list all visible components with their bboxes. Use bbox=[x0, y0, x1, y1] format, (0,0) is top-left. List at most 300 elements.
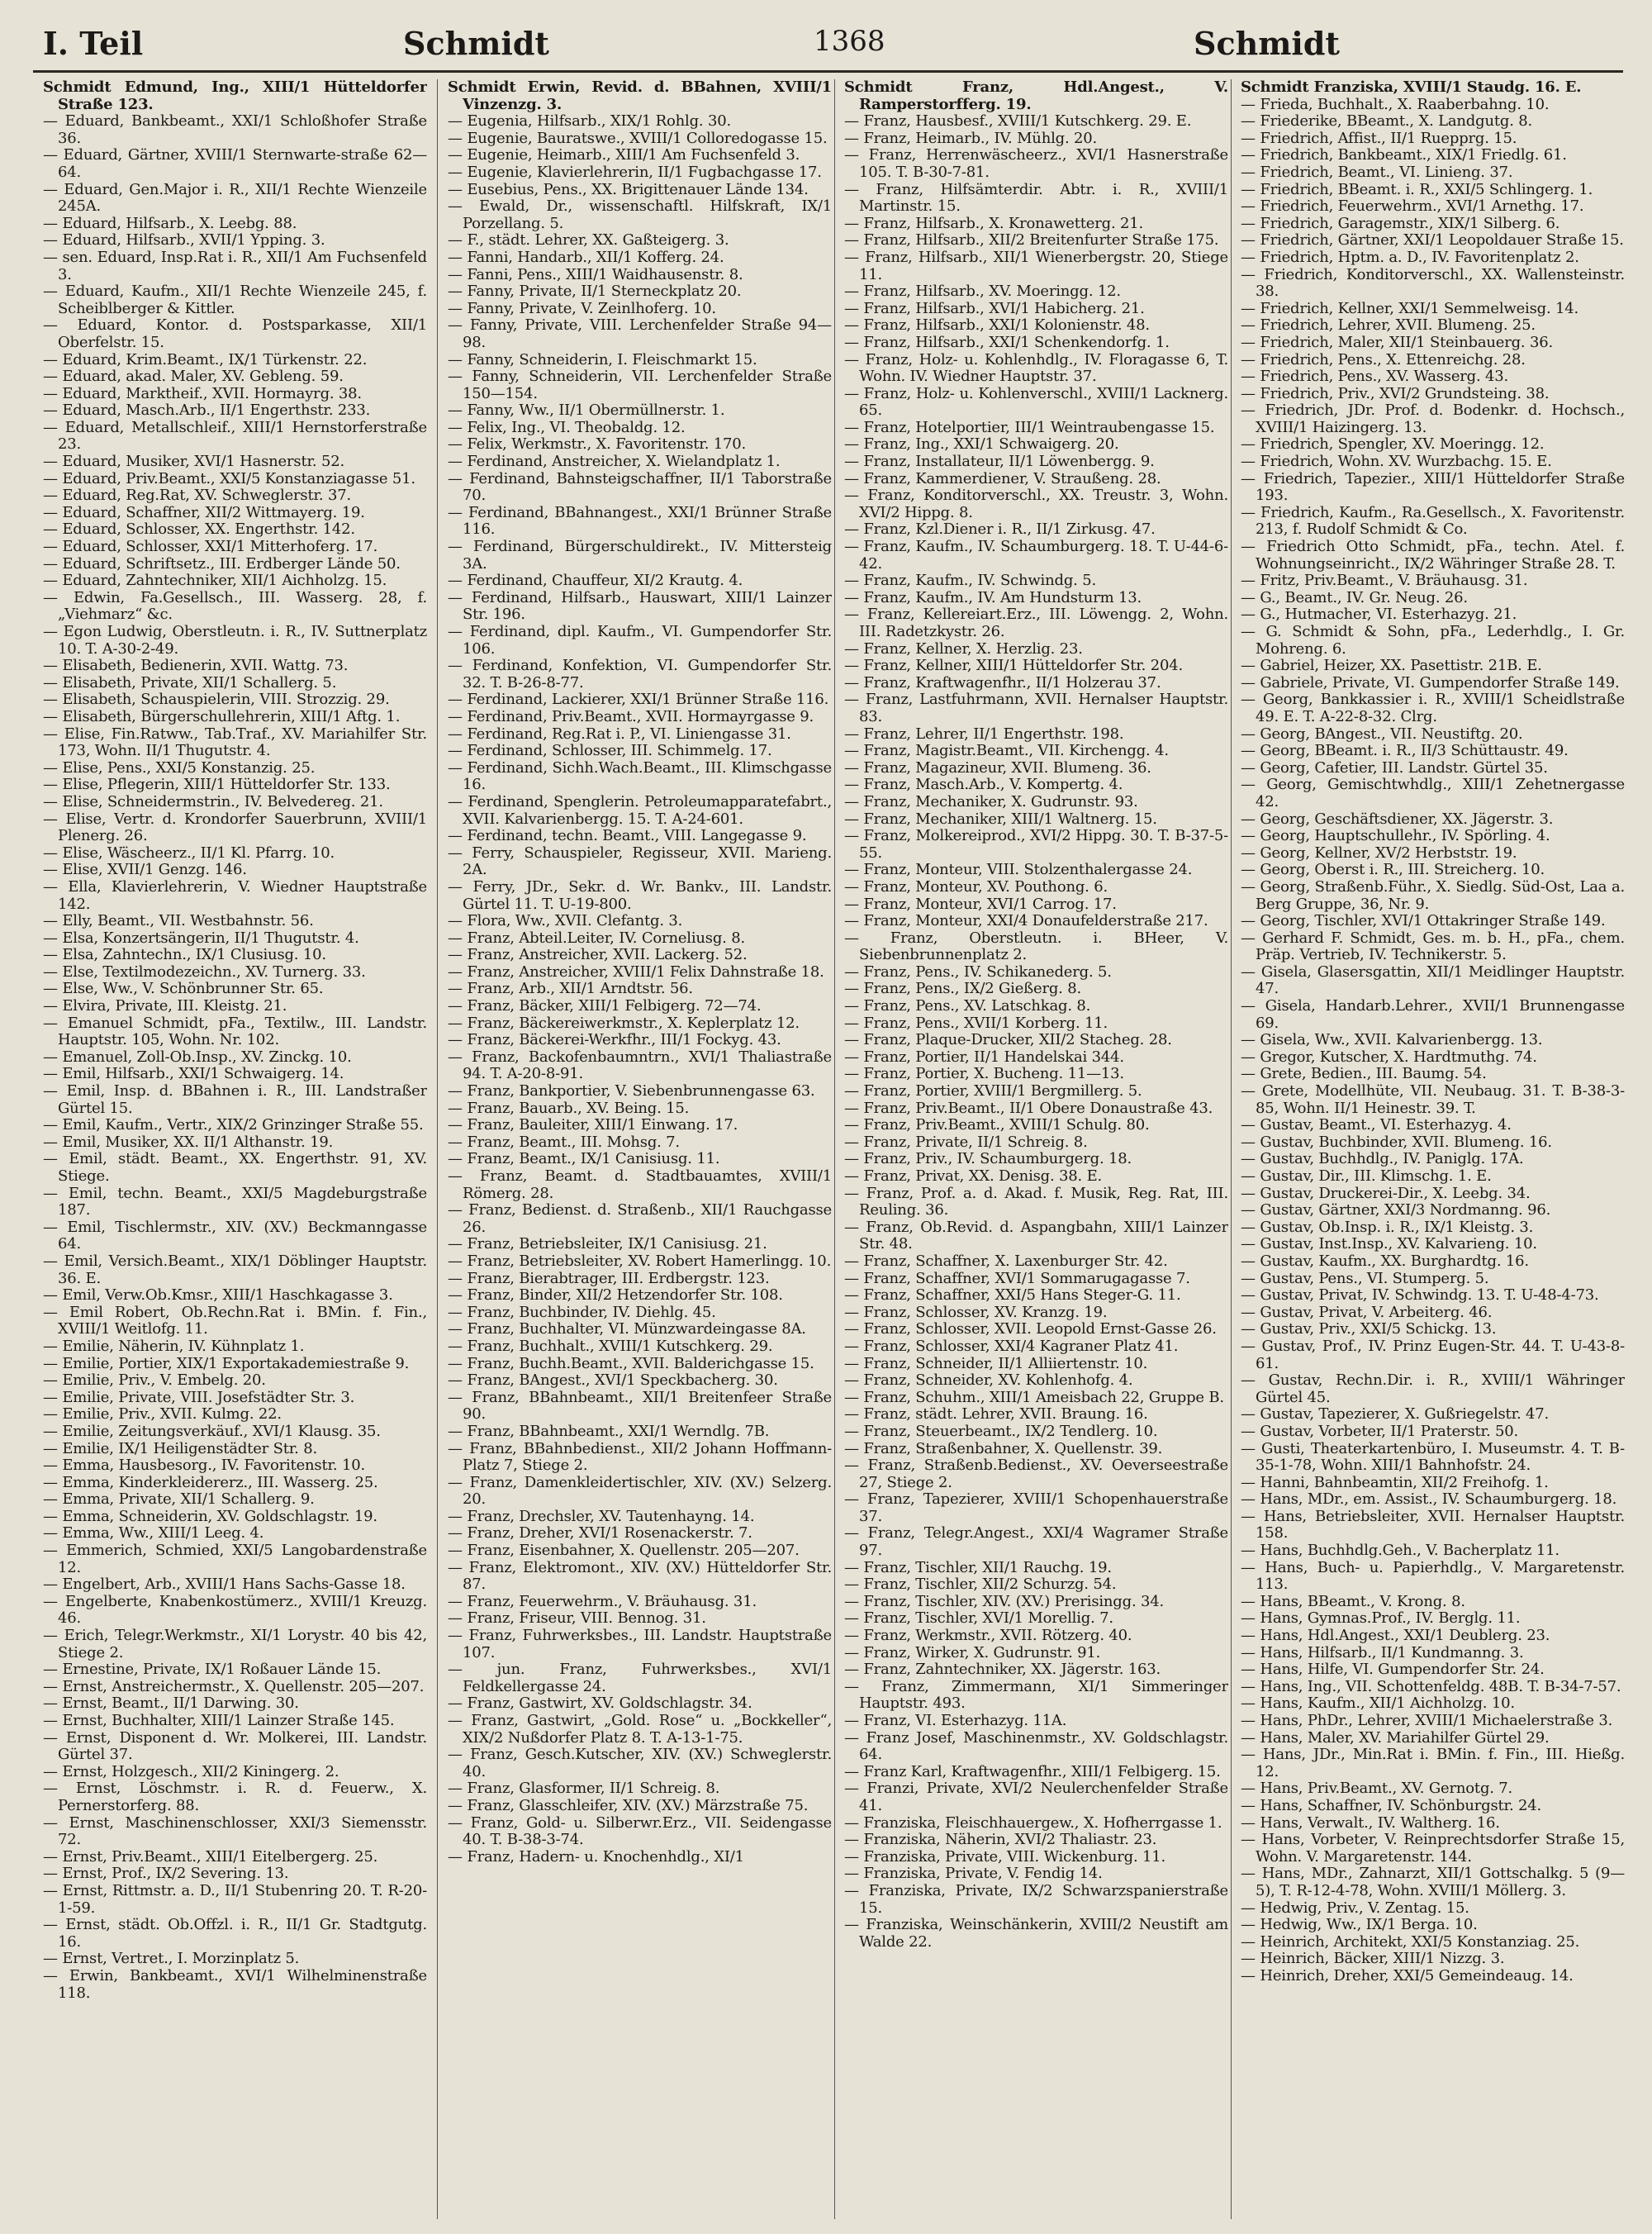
directory-entry: — Hans, Maler, XV. Mariahilfer Gürtel 29. bbox=[1241, 1728, 1550, 1747]
directory-entry: — Friedrich, Pens., X. Ettenreichg. 28. bbox=[1241, 350, 1526, 368]
directory-entry: — Franz, Abteil.Leiter, IV. Corneliusg. 8. bbox=[448, 929, 745, 947]
directory-entry: — Franz, Schneider, II/1 Alliiertenstr. 10. bbox=[844, 1354, 1148, 1372]
directory-entry: — Emma, Private, XII/1 Schallerg. 9. bbox=[43, 1490, 315, 1509]
directory-entry: — Franz, Installateur, II/1 Löwenbergg. 9. bbox=[844, 453, 1155, 471]
directory-entry: — Franz, Werkmstr., XVII. Rötzerg. 40. bbox=[844, 1627, 1132, 1645]
directory-entry: — Franz, Fuhrwerksbes., III. Landstr. Hauptstraße 107. bbox=[448, 1627, 832, 1661]
directory-entry: — Eduard, Schriftsetz., III. Erdberger Lände 50. bbox=[43, 554, 401, 573]
directory-entry: — Friedrich, Wohn. XV. Wurzbachg. 15. E. bbox=[1241, 453, 1552, 471]
directory-entry: — Hans, Ing., VII. Schottenfeldg. 48B. T. B-34-7-57. bbox=[1241, 1677, 1621, 1695]
directory-entry: — Hans, Hdl.Angest., XXI/1 Deublerg. 23. bbox=[1241, 1627, 1550, 1645]
directory-entry: — Franz, Tischler, XIV. (XV.) Prerisingg. 34. bbox=[844, 1592, 1165, 1610]
directory-entry: — Franzi, Private, XVI/2 Neulerchenfelder Straße 41. bbox=[844, 1780, 1228, 1814]
directory-entry: — Franziska, Private, IX/2 Schwarzspanierstraße 15. bbox=[844, 1881, 1228, 1917]
directory-entry: — Franz, Anstreicher, XVIII/1 Felix Dahnstraße 18. bbox=[448, 963, 824, 981]
directory-entry: — Franz, Feuerwehrm., V. Bräuhausg. 31. bbox=[448, 1592, 757, 1610]
directory-entry: — Friedrich, Feuerwehrm., XVI/1 Arnethg. 17. bbox=[1241, 197, 1584, 216]
directory-entry: — Ewald, Dr., wissenschaftl. Hilfskraft, IX/1 Porzellang. 5. bbox=[448, 197, 832, 232]
page-header bbox=[0, 0, 1652, 83]
directory-entry: — Franz, Drechsler, XV. Tautenhayng. 14. bbox=[448, 1507, 755, 1525]
directory-entry: — Felix, Ing., VI. Theobaldg. 12. bbox=[448, 418, 686, 436]
directory-entry: — Franz, Schlosser, XXI/4 Kagraner Platz 41. bbox=[844, 1337, 1179, 1355]
directory-entry: — Franz, Beamt. d. Stadtbauamtes, XVIII/1 Römerg. 28. bbox=[448, 1167, 832, 1202]
directory-entry: — Ferdinand, Priv.Beamt., XVII. Hormayrgasse 9. bbox=[448, 707, 814, 725]
directory-entry: — Ernst, Maschinenschlosser, XXI/3 Siemensstr. 72. bbox=[43, 1813, 427, 1849]
directory-entry: — Franz, Arb., XII/1 Arndtstr. 56. bbox=[448, 980, 693, 998]
directory-entry: — Franz, Lehrer, II/1 Engerthstr. 198. bbox=[844, 725, 1124, 743]
directory-entry: — Ferry, JDr., Sekr. d. Wr. Bankv., III. Landstr. Gürtel 11. T. U-19-800. bbox=[448, 877, 832, 913]
directory-entry: — Franz, Hilfsarb., XXI/1 Kolonienstr. 48. bbox=[844, 316, 1150, 335]
directory-entry: — Fanni, Handarb., XII/1 Kofferg. 24. bbox=[448, 248, 724, 266]
directory-entry: — Georg, Kellner, XV/2 Herbststr. 19. bbox=[1241, 844, 1517, 862]
directory-entry: — Franz, Betriebsleiter, IX/1 Canisiusg. 21. bbox=[448, 1235, 767, 1253]
directory-entry: — Flora, Ww., XVII. Clefantg. 3. bbox=[448, 912, 683, 930]
directory-entry: — Franz, Priv., IV. Schaumburgerg. 18. bbox=[844, 1150, 1132, 1168]
directory-entry: — Hans, JDr., Min.Rat i. BMin. f. Fin., III. Hießg. 12. bbox=[1241, 1746, 1625, 1780]
directory-entry: — Franz, Buchhalter, VI. Münzwardeingasse 8A. bbox=[448, 1320, 806, 1338]
directory-entry: — Friedrich, Beamt., VI. Linieng. 37. bbox=[1241, 163, 1513, 181]
directory-entry: — Franziska, Näherin, XVI/2 Thaliastr. 23. bbox=[844, 1831, 1157, 1849]
column-3 bbox=[844, 79, 1228, 2219]
directory-entry: — Friedrich, Garagemstr., XIX/1 Silberg. 6. bbox=[1241, 214, 1560, 232]
directory-entry: — Eduard, Metallschleif., XIII/1 Hernstorferstraße 23. bbox=[43, 418, 427, 454]
directory-entry: — Franz, BAngest., XVI/1 Speckbacherg. 30. bbox=[448, 1371, 778, 1390]
directory-entry: — Franz, Heimarb., IV. Mühlg. 20. bbox=[844, 129, 1098, 147]
directory-entry: — Franz, Ob.Revid. d. Aspangbahn, XIII/1 Lainzer Str. 48. bbox=[844, 1218, 1228, 1253]
directory-entry: — Heinrich, Dreher, XXI/5 Gemeindeaug. 14. bbox=[1241, 1966, 1574, 1984]
directory-entry: — Franz Josef, Maschinenmstr., XV. Goldschlagstr. 64. bbox=[844, 1728, 1228, 1764]
directory-entry: — Friedrich, Pens., XV. Wasserg. 43. bbox=[1241, 368, 1509, 386]
directory-entry: — Ernst, Beamt., II/1 Darwing. 30. bbox=[43, 1695, 299, 1713]
directory-entry: — Gustav, Beamt., VI. Esterhazyg. 4. bbox=[1241, 1116, 1512, 1134]
directory-entry: — Ferdinand, Hilfsarb., Hauswart, XIII/1 Lainzer Str. 196. bbox=[448, 588, 832, 624]
directory-entry: — Franz, Bäckereiwerkmstr., X. Keplerplatz 12. bbox=[448, 1014, 800, 1032]
directory-entry: — Eugenia, Hilfsarb., XIX/1 Rohlg. 30. bbox=[448, 112, 731, 131]
directory-entry: — Eusebius, Pens., XX. Brigittenauer Lände 134. bbox=[448, 180, 809, 198]
directory-entry: — Emilie, Priv., XVII. Kulmg. 22. bbox=[43, 1405, 282, 1424]
directory-entry: — Franz, Monteur, XV. Pouthong. 6. bbox=[844, 877, 1108, 896]
directory-entry: — Georg, BAngest., VII. Neustiftg. 20. bbox=[1241, 725, 1523, 743]
directory-entry: — Hedwig, Ww., IX/1 Berga. 10. bbox=[1241, 1916, 1478, 1934]
directory-entry: — Elisabeth, Schauspielerin, VIII. Strozzig. 29. bbox=[43, 691, 390, 709]
directory-entry: — Hans, MDr., Zahnarzt, XII/1 Gottschalkg. 5 (9—5), T. R-12-4-78, Wohn. XVIII/1 Möllerg. 3. bbox=[1241, 1865, 1625, 1899]
directory-entry: — Gabriele, Private, VI. Gumpendorfer Straße 149. bbox=[1241, 673, 1620, 692]
directory-entry: — Eduard, Hilfsarb., X. Leebg. 88. bbox=[43, 214, 297, 232]
directory-entry: — Franz, Schlosser, XV. Kranzg. 19. bbox=[844, 1303, 1108, 1321]
directory-entry: — Franz, Gold- u. Silberwr.Erz., VII. Seidengasse 40. T. B-38-3-74. bbox=[448, 1813, 832, 1849]
column-2 bbox=[448, 79, 832, 2219]
directory-entry: — Franz, Friseur, VIII. Bennog. 31. bbox=[448, 1609, 706, 1628]
directory-entry: — Else, Ww., V. Schönbrunner Str. 65. bbox=[43, 980, 324, 998]
directory-entry: — Georg, BBeamt. i. R., II/3 Schüttaustr. 49. bbox=[1241, 742, 1569, 760]
directory-entry: — Eduard, Marktheif., XVII. Hormayrg. 38. bbox=[43, 384, 362, 402]
directory-entry: — Emil, Insp. d. BBahnen i. R., III. Landstraßer Gürtel 15. bbox=[43, 1082, 427, 1117]
directory-entry: — Elise, Wäscheerz., II/1 Kl. Pfarrg. 10. bbox=[43, 844, 335, 862]
directory-entry: — Georg, Tischler, XVI/1 Ottakringer Straße 149. bbox=[1241, 912, 1606, 930]
directory-entry: — Fanny, Private, V. Zeinlhoferg. 10. bbox=[448, 299, 716, 317]
directory-entry: — Eduard, Reg.Rat, XV. Schweglerstr. 37. bbox=[43, 487, 351, 505]
directory-entry: — Fanny, Schneiderin, VII. Lerchenfelder Straße 150—154. bbox=[448, 368, 832, 402]
directory-entry: — Franz, Tischler, XVI/1 Morellig. 7. bbox=[844, 1609, 1113, 1628]
directory-entry: — Franz, Portier, II/1 Handelskai 344. bbox=[844, 1048, 1124, 1066]
directory-entry: — Friedrich, Bankbeamt., XIX/1 Friedlg. 61. bbox=[1241, 146, 1567, 164]
directory-entry: — Franz, Gesch.Kutscher, XIV. (XV.) Schweglerstr. 40. bbox=[448, 1746, 832, 1780]
directory-entry: — Else, Textilmodezeichn., XV. Turnerg. 33. bbox=[43, 963, 366, 981]
directory-entry: — Franz, Buchbinder, IV. Diehlg. 45. bbox=[448, 1303, 716, 1321]
directory-entry: — Eduard, Gärtner, XVIII/1 Sternwarte-straße 62—64. bbox=[43, 146, 427, 181]
directory-entry: — Hans, Schaffner, IV. Schönburgstr. 24. bbox=[1241, 1796, 1542, 1814]
directory-entry: — Franz, Kellner, X. Herzlig. 23. bbox=[844, 639, 1083, 658]
directory-entry: — Gisela, Glasersgattin, XII/1 Meidlinger Hauptstr. 47. bbox=[1241, 963, 1625, 998]
directory-entry: — Emanuel Schmidt, pFa., Textilw., III. Landstr. Hauptstr. 105, Wohn. Nr. 102. bbox=[43, 1014, 427, 1049]
directory-entry: — Franz, Anstreicher, XVII. Lackerg. 52. bbox=[448, 946, 748, 964]
directory-entry: — Franz, Holz- u. Kohlenverschl., XVIII/1 Lacknerg. 65. bbox=[844, 384, 1228, 420]
directory-entry: — Gustav, Tapezierer, X. Gußriegelstr. 47. bbox=[1241, 1405, 1550, 1424]
directory-entry: — Gustav, Priv., XXI/5 Schickg. 13. bbox=[1241, 1320, 1497, 1338]
directory-entry: — Emil, techn. Beamt., XXI/5 Magdeburgstraße 187. bbox=[43, 1184, 427, 1219]
directory-entry: — Felix, Werkmstr., X. Favoritenstr. 170. bbox=[448, 435, 747, 454]
directory-entry: — Friedrich, Konditorverschl., XX. Wallensteinstr. 38. bbox=[1241, 265, 1625, 301]
directory-entry: — Grete, Bedien., III. Baumg. 54. bbox=[1241, 1065, 1487, 1083]
directory-entry: — Franz, Bauarb., XV. Being. 15. bbox=[448, 1099, 690, 1117]
directory-entry: — Elise, Fin.Ratww., Tab.Traf., XV. Mariahilfer Str. 173, Wohn. II/1 Thugutstr. 4. bbox=[43, 725, 427, 760]
directory-entry: — Franz, Privat, XX. Denisg. 38. E. bbox=[844, 1167, 1103, 1185]
directory-entry: Schmidt Franz, Hdl.Angest., V. Ramperstorfferg. 19. bbox=[844, 79, 1228, 113]
directory-entry: — Hans, Kaufm., XII/1 Aichholzg. 10. bbox=[1241, 1695, 1515, 1713]
directory-entry: — Gustav, Ob.Insp. i. R., IX/1 Kleistg. 3. bbox=[1241, 1218, 1534, 1236]
directory-entry: — Ernst, Rittmstr. a. D., II/1 Stubenring 20. T. R-20-1-59. bbox=[43, 1881, 427, 1917]
directory-entry: — Gustav, Rechn.Dir. i. R., XVIII/1 Währinger Gürtel 45. bbox=[1241, 1371, 1625, 1406]
directory-entry: — Franz, Bankportier, V. Siebenbrunnengasse 63. bbox=[448, 1082, 815, 1100]
directory-entry: — Franz, Oberstleutn. i. BHeer, V. Siebenbrunnenplatz 2. bbox=[844, 929, 1228, 964]
directory-entry: — Gustav, Kaufm., XX. Burghardtg. 16. bbox=[1241, 1252, 1529, 1270]
directory-entry: — Gustav, Privat, IV. Schwindg. 13. T. U-48-4-73. bbox=[1241, 1286, 1599, 1305]
directory-entry: — Franz, BBahnbeamt., XII/1 Breitenfeer Straße 90. bbox=[448, 1388, 832, 1424]
directory-entry: — Franz, Mechaniker, XIII/1 Waltnerg. 15. bbox=[844, 810, 1157, 828]
directory-entry: — Franz, Steuerbeamt., IX/2 Tendlerg. 10. bbox=[844, 1422, 1158, 1440]
directory-entry: — Hans, PhDr., Lehrer, XVIII/1 Michaelerstraße 3. bbox=[1241, 1712, 1613, 1729]
directory-entry: — Franz, Private, II/1 Schreig. 8. bbox=[844, 1133, 1088, 1151]
directory-entry: Schmidt Franziska, XVIII/1 Staudg. 16. E. bbox=[1241, 79, 1582, 96]
directory-entry: — Frieda, Buchhalt., X. Raaberbahng. 10. bbox=[1241, 95, 1550, 113]
column-divider bbox=[1231, 79, 1232, 2219]
directory-entry: — Georg, Cafetier, III. Landstr. Gürtel 35. bbox=[1241, 758, 1548, 777]
directory-entry: — Erwin, Bankbeamt., XVI/1 Wilhelminenstraße 118. bbox=[43, 1966, 427, 2002]
directory-entry: — Georg, Bankkassier i. R., XVIII/1 Scheidlstraße 49. E. T. A-22-8-32. Clrg. bbox=[1241, 691, 1625, 725]
directory-entry: — Friedrich Otto Schmidt, pFa., techn. Atel. f. Wohnungseinricht., IX/2 Währinger Straße 28. T. bbox=[1241, 538, 1625, 573]
directory-entry: — Ferdinand, Reg.Rat i. P., VI. Liniengasse 31. bbox=[448, 725, 791, 743]
directory-entry: — Gustav, Druckerei-Dir., X. Leebg. 34. bbox=[1241, 1184, 1531, 1202]
directory-entry: — Franz, Schlosser, XVII. Leopold Ernst-Gasse 26. bbox=[844, 1320, 1217, 1338]
directory-entry: — Eduard, Hilfsarb., XVII/1 Ypping. 3. bbox=[43, 231, 325, 250]
directory-entry: — Franziska, Private, V. Fendig 14. bbox=[844, 1865, 1103, 1883]
directory-entry: — Ferdinand, Konfektion, VI. Gumpendorfer Str. 32. T. B-26-8-77. bbox=[448, 657, 832, 692]
directory-entry: — Emilie, Näherin, IV. Kühnplatz 1. bbox=[43, 1337, 305, 1355]
directory-entry: — Franz, Priv.Beamt., II/1 Obere Donaustraße 43. bbox=[844, 1099, 1213, 1117]
directory-entry: — Franz, Hotelportier, III/1 Weintraubengasse 15. bbox=[844, 418, 1215, 436]
directory-entry: — Emilie, Portier, XIX/1 Exportakademiestraße 9. bbox=[43, 1354, 410, 1372]
directory-entry: — Friedrich, Kaufm., Ra.Gesellsch., X. Favoritenstr. 213, f. Rudolf Schmidt & Co. bbox=[1241, 503, 1625, 539]
directory-entry: — Franz, Glasschleifer, XIV. (XV.) Märzstraße 75. bbox=[448, 1796, 809, 1814]
directory-entry: — Gustav, Buchhdlg., IV. Paniglg. 17A. bbox=[1241, 1150, 1524, 1168]
directory-entry: — Engelbert, Arb., XVIII/1 Hans Sachs-Gasse 18. bbox=[43, 1576, 406, 1594]
directory-entry: — Elvira, Private, III. Kleistg. 21. bbox=[43, 997, 287, 1015]
directory-entry: — Franz, Bäcker, XIII/1 Felbigerg. 72—74. bbox=[448, 997, 762, 1015]
directory-entry: — Franz, Kammerdiener, V. Straußeng. 28. bbox=[844, 469, 1161, 487]
column-divider bbox=[834, 79, 835, 2219]
directory-entry: — Franz, Zahntechniker, XX. Jägerstr. 163. bbox=[844, 1661, 1161, 1679]
directory-entry: — Franz, Hausbesf., XVIII/1 Kutschkerg. 29. E. bbox=[844, 112, 1192, 131]
directory-entry: — Emil, Hilfsarb., XXI/1 Schwaigerg. 14. bbox=[43, 1065, 344, 1083]
directory-entry: — Franz, Binder, XII/2 Hetzendorfer Str. 108. bbox=[448, 1286, 783, 1305]
directory-entry: — Eugenie, Klavierlehrerin, II/1 Fugbachgasse 17. bbox=[448, 163, 822, 181]
directory-entry: — Emilie, Priv., V. Embelg. 20. bbox=[43, 1371, 266, 1390]
directory-entry: — Franz, Bedienst. d. Straßenb., XII/1 Rauchgasse 26. bbox=[448, 1201, 832, 1236]
directory-entry: — Franz, Betriebsleiter, XV. Robert Hamerlingg. 10. bbox=[448, 1252, 832, 1270]
directory-entry: — Hans, Vorbeter, V. Reinprechtsdorfer Straße 15, Wohn. V. Margaretenstr. 144. bbox=[1241, 1831, 1625, 1866]
directory-entry: — Franz, städt. Lehrer, XVII. Braung. 16. bbox=[844, 1405, 1148, 1424]
directory-entry: — Franz, Pens., XVII/1 Korberg. 11. bbox=[844, 1014, 1108, 1032]
directory-entry: — Georg, Hauptschullehr., IV. Spörling. 4. bbox=[1241, 827, 1550, 845]
directory-entry: — Elise, Schneidermstrin., IV. Belvedereg. 21. bbox=[43, 792, 383, 810]
column-1 bbox=[43, 79, 427, 2219]
directory-entry: — Franz, Buchhalt., XVIII/1 Kutschkerg. 29. bbox=[448, 1337, 773, 1355]
directory-entry: — Franz, Beamt., IX/1 Canisiusg. 11. bbox=[448, 1150, 720, 1168]
directory-entry: — Franz, Tischler, XII/2 Schurzg. 54. bbox=[844, 1576, 1117, 1594]
directory-entry: — Friedrich, Maler, XII/1 Steinbauerg. 36. bbox=[1241, 333, 1554, 351]
directory-entry: — Emil, Kaufm., Vertr., XIX/2 Grinzinger Straße 55. bbox=[43, 1116, 424, 1134]
directory-entry: — Georg, Geschäftsdiener, XX. Jägerstr. 3. bbox=[1241, 810, 1554, 828]
directory-entry: — Emanuel, Zoll-Ob.Insp., XV. Zinckg. 10. bbox=[43, 1048, 352, 1066]
directory-entry: — Franz, Zimmermann, XI/1 Simmeringer Hauptstr. 493. bbox=[844, 1677, 1228, 1713]
directory-entry: — Ernst, Priv.Beamt., XIII/1 Eitelbergerg. 25. bbox=[43, 1847, 378, 1866]
directory-entry: — Eduard, Schlosser, XXI/1 Mitterhoferg. 17. bbox=[43, 538, 378, 556]
directory-entry: — Eduard, Kaufm., XII/1 Rechte Wienzeile 245, f. Scheiblberger & Kittler. bbox=[43, 283, 427, 317]
directory-entry: — Franz, Kraftwagenfhr., II/1 Holzerau 37. bbox=[844, 673, 1161, 692]
directory-entry: — Eduard, Gen.Major i. R., XII/1 Rechte Wienzeile 245A. bbox=[43, 180, 427, 216]
directory-entry: — Gustav, Pens., VI. Stumperg. 5. bbox=[1241, 1269, 1489, 1287]
directory-entry: — Elisabeth, Private, XII/1 Schallerg. 5. bbox=[43, 673, 337, 692]
directory-entry: — Elly, Beamt., VII. Westbahnstr. 56. bbox=[43, 912, 314, 930]
directory-entry: — Friedrich, Gärtner, XXI/1 Leopoldauer Straße 15. bbox=[1241, 231, 1624, 250]
directory-entry: — Franz, Prof. a. d. Akad. f. Musik, Reg. Rat, III. Reuling. 36. bbox=[844, 1184, 1228, 1219]
directory-entry: — Franz, Priv.Beamt., XVIII/1 Schulg. 80. bbox=[844, 1116, 1150, 1134]
directory-entry: — Ferdinand, Chauffeur, XI/2 Krautg. 4. bbox=[448, 572, 743, 590]
directory-entry: — Franz, Bäckerei-Werkfhr., III/1 Fockyg. 43. bbox=[448, 1031, 781, 1049]
directory-entry: — Emil, Tischlermstr., XIV. (XV.) Beckmanngasse 64. bbox=[43, 1218, 427, 1253]
directory-entry: — Georg, Gemischtwhdlg., XIII/1 Zehetnergasse 42. bbox=[1241, 776, 1625, 810]
directory-entry: — Elise, XVII/1 Genzg. 146. bbox=[43, 861, 247, 879]
directory-entry: — Franz, Dreher, XVI/1 Rosenackerstr. 7. bbox=[448, 1524, 752, 1542]
directory-entry: — Hans, Buch- u. Papierhdlg., V. Margaretenstr. 113. bbox=[1241, 1558, 1625, 1594]
directory-entry: — Ferry, Schauspieler, Regisseur, XVII. Marieng. 2A. bbox=[448, 844, 832, 879]
directory-entry: — Franz, Tapezierer, XVIII/1 Schopenhauerstraße 37. bbox=[844, 1490, 1228, 1525]
directory-entry: — Elsa, Zahntechn., IX/1 Clusiusg. 10. bbox=[43, 946, 326, 964]
directory-entry: — Franz, Kaufm., IV. Schaumburgerg. 18. T. U-44-6-42. bbox=[844, 538, 1228, 573]
directory-entry: — Emilie, Zeitungsverkäuf., XVI/1 Klausg. 35. bbox=[43, 1422, 381, 1440]
directory-entry: — Franz, Molkereiprod., XVI/2 Hippg. 30. T. B-37-5-55. bbox=[844, 827, 1228, 862]
directory-entry: — Friedrich, Affist., II/1 Ruepprg. 15. bbox=[1241, 129, 1517, 147]
directory-entry: — Franz, Kaufm., IV. Am Hundsturm 13. bbox=[844, 588, 1142, 606]
directory-entry: — Franz, Straßenb.Bedienst., XV. Oeverseestraße 27, Stiege 2. bbox=[844, 1457, 1228, 1491]
directory-entry: — Elisabeth, Bürgerschullehrerin, XIII/1 Aftg. 1. bbox=[43, 707, 401, 725]
directory-entry: — Ernst, Vertret., I. Morzinplatz 5. bbox=[43, 1950, 300, 1968]
directory-entry: — Ferdinand, Schlosser, III. Schimmelg. 17. bbox=[448, 742, 772, 760]
directory-entry: — Ferdinand, BBahnangest., XXI/1 Brünner Straße 116. bbox=[448, 503, 832, 539]
directory-entry: — Franz, Bierabtrager, III. Erdbergstr. 123. bbox=[448, 1269, 770, 1287]
directory-entry: — Franz, Wirker, X. Gudrunstr. 91. bbox=[844, 1643, 1101, 1661]
directory-entry: — Franziska, Fleischhauergew., X. Hofherrgasse 1. bbox=[844, 1813, 1222, 1832]
directory-entry: — Franz, Hilfsarb., X. Kronawetterg. 21. bbox=[844, 214, 1144, 232]
directory-entry: — Hans, Buchhdlg.Geh., V. Bacherplatz 11. bbox=[1241, 1542, 1559, 1560]
directory-entry: — Ferdinand, Spenglerin. Petroleumapparatefabrt., XVII. Kalvarienbergg. 15. T. A-24-601. bbox=[448, 792, 832, 828]
directory-entry: — Fanny, Private, VIII. Lerchenfelder Straße 94—98. bbox=[448, 316, 832, 351]
directory-entry: — Franz, Pens., XV. Latschkag. 8. bbox=[844, 997, 1091, 1015]
directory-entry: — Eduard, Priv.Beamt., XXI/5 Konstanziagasse 51. bbox=[43, 469, 415, 487]
directory-entry: — Franz, Schaffner, X. Laxenburger Str. 42. bbox=[844, 1252, 1168, 1270]
directory-entry: — Fanny, Private, II/1 Sterneckplatz 20. bbox=[448, 283, 742, 301]
directory-entry: — Emil, Versich.Beamt., XIX/1 Döblinger Hauptstr. 36. E. bbox=[43, 1252, 427, 1287]
directory-entry: — Engelberte, Knabenkostümerz., XVIII/1 Kreuzg. 46. bbox=[43, 1592, 427, 1628]
directory-entry: — Franz, Magistr.Beamt., VII. Kirchengg. 4. bbox=[844, 742, 1169, 760]
directory-entry: — Franz, Portier, XVIII/1 Bergmillerg. 5. bbox=[844, 1082, 1142, 1100]
directory-entry: — Franz, Telegr.Angest., XXI/4 Wagramer Straße 97. bbox=[844, 1524, 1228, 1560]
page-number: 1368 bbox=[814, 25, 885, 58]
directory-entry: — Franz, Magazineur, XVII. Blumeng. 36. bbox=[844, 758, 1151, 777]
directory-entry: — Hans, Priv.Beamt., XV. Gernotg. 7. bbox=[1241, 1780, 1513, 1798]
directory-entry: — Eduard, Bankbeamt., XXI/1 Schloßhofer Straße 36. bbox=[43, 112, 427, 147]
directory-entry: — Franz, Kaufm., IV. Schwindg. 5. bbox=[844, 572, 1096, 590]
directory-entry: — Hans, Hilfe, VI. Gumpendorfer Str. 24. bbox=[1241, 1661, 1545, 1679]
directory-entry: — Ferdinand, techn. Beamt., VIII. Langegasse 9. bbox=[448, 827, 807, 845]
directory-entry: — Franz, Kzl.Diener i. R., II/1 Zirkusg. 47. bbox=[844, 520, 1156, 539]
directory-entry: — Franz, Tischler, XII/1 Rauchg. 19. bbox=[844, 1558, 1112, 1576]
directory-entry: — Gustav, Inst.Insp., XV. Kalvarieng. 10. bbox=[1241, 1235, 1537, 1253]
directory-entry: — Gisela, Ww., XVII. Kalvarienbergg. 13. bbox=[1241, 1031, 1543, 1049]
directory-entry: — Franz, Hilfsarb., XVI/1 Habicherg. 21. bbox=[844, 299, 1145, 317]
directory-entry: — Friedrich, Lehrer, XVII. Blumeng. 25. bbox=[1241, 316, 1536, 335]
directory-entry: — Emil, städt. Beamt., XX. Engerthstr. 91, XV. Stiege. bbox=[43, 1150, 427, 1185]
directory-entry: — Gustav, Vorbeter, II/1 Praterstr. 50. bbox=[1241, 1422, 1519, 1440]
directory-entry: — Elise, Pens., XXI/5 Konstanzig. 25. bbox=[43, 758, 316, 777]
directory-entry: — Gustav, Prof., IV. Prinz Eugen-Str. 44. T. U-43-8-61. bbox=[1241, 1337, 1625, 1372]
directory-entry: — Friedrich, Kellner, XXI/1 Semmelweisg. 14. bbox=[1241, 299, 1579, 317]
directory-entry: — Eugenie, Bauratswe., XVIII/1 Colloredogasse 15. bbox=[448, 129, 828, 147]
directory-entry: — Elsa, Konzertsängerin, II/1 Thugutstr. 4. bbox=[43, 929, 359, 947]
directory-entry: — Franz, Kellereiart.Erz., III. Löwengg. 2, Wohn. III. Radetzkystr. 26. bbox=[844, 606, 1228, 640]
directory-entry: — Gustav, Dir., III. Klimschg. 1. E. bbox=[1241, 1167, 1492, 1185]
directory-entry: — Ernst, Buchhalter, XIII/1 Lainzer Straße 145. bbox=[43, 1712, 395, 1729]
directory-entry: — Elisabeth, Bedienerin, XVII. Wattg. 73. bbox=[43, 657, 349, 675]
directory-entry: — Franz, Bauleiter, XIII/1 Einwang. 17. bbox=[448, 1116, 738, 1134]
directory-entry: — Gustav, Privat, V. Arbeiterg. 46. bbox=[1241, 1303, 1493, 1321]
directory-entry: — Ernst, städt. Ob.Offzl. i. R., II/1 Gr. Stadtgutg. 16. bbox=[43, 1916, 427, 1951]
directory-entry: — Ernst, Löschmstr. i. R. d. Feuerw., X. Pernerstorferg. 88. bbox=[43, 1780, 427, 1814]
directory-columns bbox=[43, 79, 1625, 2219]
directory-entry: — Elise, Vertr. d. Krondorfer Sauerbrunn, XVIII/1 Plenerg. 26. bbox=[43, 810, 427, 845]
directory-entry: — Ferdinand, dipl. Kaufm., VI. Gumpendorfer Str. 106. bbox=[448, 623, 832, 658]
directory-entry: — Grete, Modellhüte, VII. Neubaug. 31. T. B-38-3-85, Wohn. II/1 Heinestr. 39. T. bbox=[1241, 1082, 1625, 1117]
directory-entry: — G. Schmidt & Sohn, pFa., Lederhdlg., I. Gr. Mohreng. 6. bbox=[1241, 623, 1625, 658]
directory-entry: — Franz, Plaque-Drucker, XII/2 Stacheg. 28. bbox=[844, 1031, 1172, 1049]
directory-entry: — Franz, Schuhm., XIII/1 Ameisbach 22, Gruppe B. bbox=[844, 1388, 1224, 1406]
directory-entry: — Franz, Hilfsarb., XXI/1 Schenkendorfg. 1. bbox=[844, 333, 1170, 351]
directory-entry: — Ernst, Disponent d. Wr. Molkerei, III. Landstr. Gürtel 37. bbox=[43, 1728, 427, 1764]
directory-entry: — Fanny, Ww., II/1 Obermüllnerstr. 1. bbox=[448, 402, 725, 420]
directory-entry: — Franz, Hilfsarb., XII/2 Breitenfurter Straße 175. bbox=[844, 231, 1219, 250]
directory-entry: — Eugenie, Heimarb., XIII/1 Am Fuchsenfeld 3. bbox=[448, 146, 800, 164]
directory-entry: — Franz, Monteur, XVI/1 Carrog. 17. bbox=[844, 895, 1117, 913]
directory-entry: — Hedwig, Priv., V. Zentag. 15. bbox=[1241, 1899, 1469, 1917]
directory-entry: — sen. Eduard, Insp.Rat i. R., XII/1 Am Fuchsenfeld 3. bbox=[43, 248, 427, 283]
directory-entry: — Emma, Ww., XIII/1 Leeg. 4. bbox=[43, 1524, 264, 1542]
running-head-left: Schmidt bbox=[403, 25, 549, 62]
directory-entry: — Eduard, Schlosser, XX. Engerthstr. 142. bbox=[43, 520, 355, 539]
directory-entry: — Franz, Lastfuhrmann, XVII. Hernalser Hauptstr. 83. bbox=[844, 691, 1228, 725]
directory-entry: — jun. Franz, Fuhrwerksbes., XVI/1 Feldkellergasse 24. bbox=[448, 1661, 832, 1695]
directory-entry: — Fritz, Priv.Beamt., V. Bräuhausg. 31. bbox=[1241, 572, 1528, 590]
directory-entry: — Friederike, BBeamt., X. Landgutg. 8. bbox=[1241, 112, 1533, 131]
directory-entry: — Franz, Holz- u. Kohlenhdlg., IV. Floragasse 6, T. Wohn. IV. Wiedner Hauptstr. 37. bbox=[844, 350, 1228, 386]
directory-entry: — Franz, Damenkleidertischler, XIV. (XV.) Selzerg. 20. bbox=[448, 1473, 832, 1509]
directory-entry: — Franz, Schaffner, XXI/5 Hans Steger-G. 11. bbox=[844, 1286, 1181, 1305]
directory-entry: — Franz, Kellner, XIII/1 Hütteldorfer Str. 204. bbox=[844, 657, 1183, 675]
directory-entry: — Franz, Konditorverschl., XX. Treustr. 3, Wohn. XVI/2 Hippg. 8. bbox=[844, 487, 1228, 521]
directory-entry: — Friedrich, Hptm. a. D., IV. Favoritenplatz 2. bbox=[1241, 248, 1579, 266]
directory-entry: — Eduard, Schaffner, XII/2 Wittmayerg. 19. bbox=[43, 503, 365, 521]
directory-entry: — Franziska, Private, VIII. Wickenburg. 11. bbox=[844, 1847, 1166, 1866]
directory-entry: — Gustav, Buchbinder, XVII. Blumeng. 16. bbox=[1241, 1133, 1552, 1151]
directory-entry: — Franz, Masch.Arb., V. Kompertg. 4. bbox=[844, 776, 1123, 794]
directory-entry: — Franz, Pens., IV. Schikanederg. 5. bbox=[844, 963, 1112, 981]
directory-entry: — Ferdinand, Bürgerschuldirekt., IV. Mittersteig 3A. bbox=[448, 538, 832, 573]
directory-entry: — Gisela, Handarb.Lehrer., XVII/1 Brunnengasse 69. bbox=[1241, 997, 1625, 1032]
directory-entry: — Eduard, Masch.Arb., II/1 Engerthstr. 233. bbox=[43, 402, 371, 420]
directory-entry: — Fanny, Schneiderin, I. Fleischmarkt 15. bbox=[448, 350, 757, 368]
directory-entry: — Emma, Kinderkleidererz., III. Wasserg. 25. bbox=[43, 1473, 378, 1491]
directory-entry: — Ferdinand, Lackierer, XXI/1 Brünner Straße 116. bbox=[448, 691, 829, 709]
directory-entry: — Franz, Monteur, VIII. Stolzenthalergasse 24. bbox=[844, 861, 1193, 879]
directory-entry: — Ernst, Prof., IX/2 Severing. 13. bbox=[43, 1865, 289, 1883]
directory-entry: — Ernst, Anstreichermstr., X. Quellenstr. 205—207. bbox=[43, 1677, 425, 1695]
directory-entry: — Franz, Hilfsarb., XII/1 Wienerbergstr. 20, Stiege 11. bbox=[844, 248, 1228, 283]
directory-entry: — Eduard, Krim.Beamt., IX/1 Türkenstr. 22. bbox=[43, 350, 368, 368]
running-head-right: Schmidt bbox=[1194, 25, 1340, 62]
directory-entry: — Franz, Beamt., III. Mohsg. 7. bbox=[448, 1133, 680, 1151]
directory-entry: — Edwin, Fa.Gesellsch., III. Wasserg. 28, f. „Viehmarz“ &c. bbox=[43, 588, 427, 624]
directory-entry: — Friedrich, JDr. Prof. d. Bodenkr. d. Hochsch., XVIII/1 Haizingerg. 13. bbox=[1241, 402, 1625, 436]
directory-entry: — Franz, Hilfsämterdir. Abtr. i. R., XVIII/1 Martinstr. 15. bbox=[844, 180, 1228, 216]
directory-entry: — Ferdinand, Bahnsteigschaffner, II/1 Taborstraße 70. bbox=[448, 469, 832, 505]
directory-entry: — Franz, Pens., IX/2 Gießerg. 8. bbox=[844, 980, 1081, 998]
directory-entry: — Hans, MDr., em. Assist., IV. Schaumburgerg. 18. bbox=[1241, 1490, 1617, 1509]
column-4 bbox=[1241, 79, 1625, 2219]
directory-entry: — Franz, Hilfsarb., XV. Moeringg. 12. bbox=[844, 283, 1121, 301]
directory-entry: — Friedrich, Priv., XVI/2 Grundsteing. 38. bbox=[1241, 384, 1550, 402]
directory-entry: — Elise, Pflegerin, XIII/1 Hütteldorfer Str. 133. bbox=[43, 776, 391, 794]
directory-entry: — Georg, Oberst i. R., III. Streicherg. 10. bbox=[1241, 861, 1545, 879]
directory-entry: — Gerhard F. Schmidt, Ges. m. b. H., pFa., chem. Präp. Vertrieb, IV. Technikerstr. 5. bbox=[1241, 929, 1625, 964]
directory-entry: — Emmerich, Schmied, XXI/5 Langobardenstraße 12. bbox=[43, 1542, 427, 1576]
directory-entry: — Franz, Eisenbahner, X. Quellenstr. 205—207. bbox=[448, 1542, 800, 1560]
directory-entry: — Hanni, Bahnbeamtin, XII/2 Freihofg. 1. bbox=[1241, 1473, 1549, 1491]
directory-entry: — Franz, Gastwirt, „Gold. Rose“ u. „Bockkeller“, XIX/2 Nußdorfer Platz 8. T. A-13-1-75. bbox=[448, 1712, 832, 1747]
directory-entry: — Franz Karl, Kraftwagenfhr., XIII/1 Felbigerg. 15. bbox=[844, 1762, 1221, 1780]
directory-entry: — Franz, Portier, X. Bucheng. 11—13. bbox=[844, 1065, 1124, 1083]
directory-entry: — Hans, Hilfsarb., II/1 Kundmanng. 3. bbox=[1241, 1643, 1524, 1661]
directory-entry: — Gregor, Kutscher, X. Hardtmuthg. 74. bbox=[1241, 1048, 1537, 1066]
directory-entry: — Franz, Straßenbahner, X. Quellenstr. 39. bbox=[844, 1439, 1163, 1457]
